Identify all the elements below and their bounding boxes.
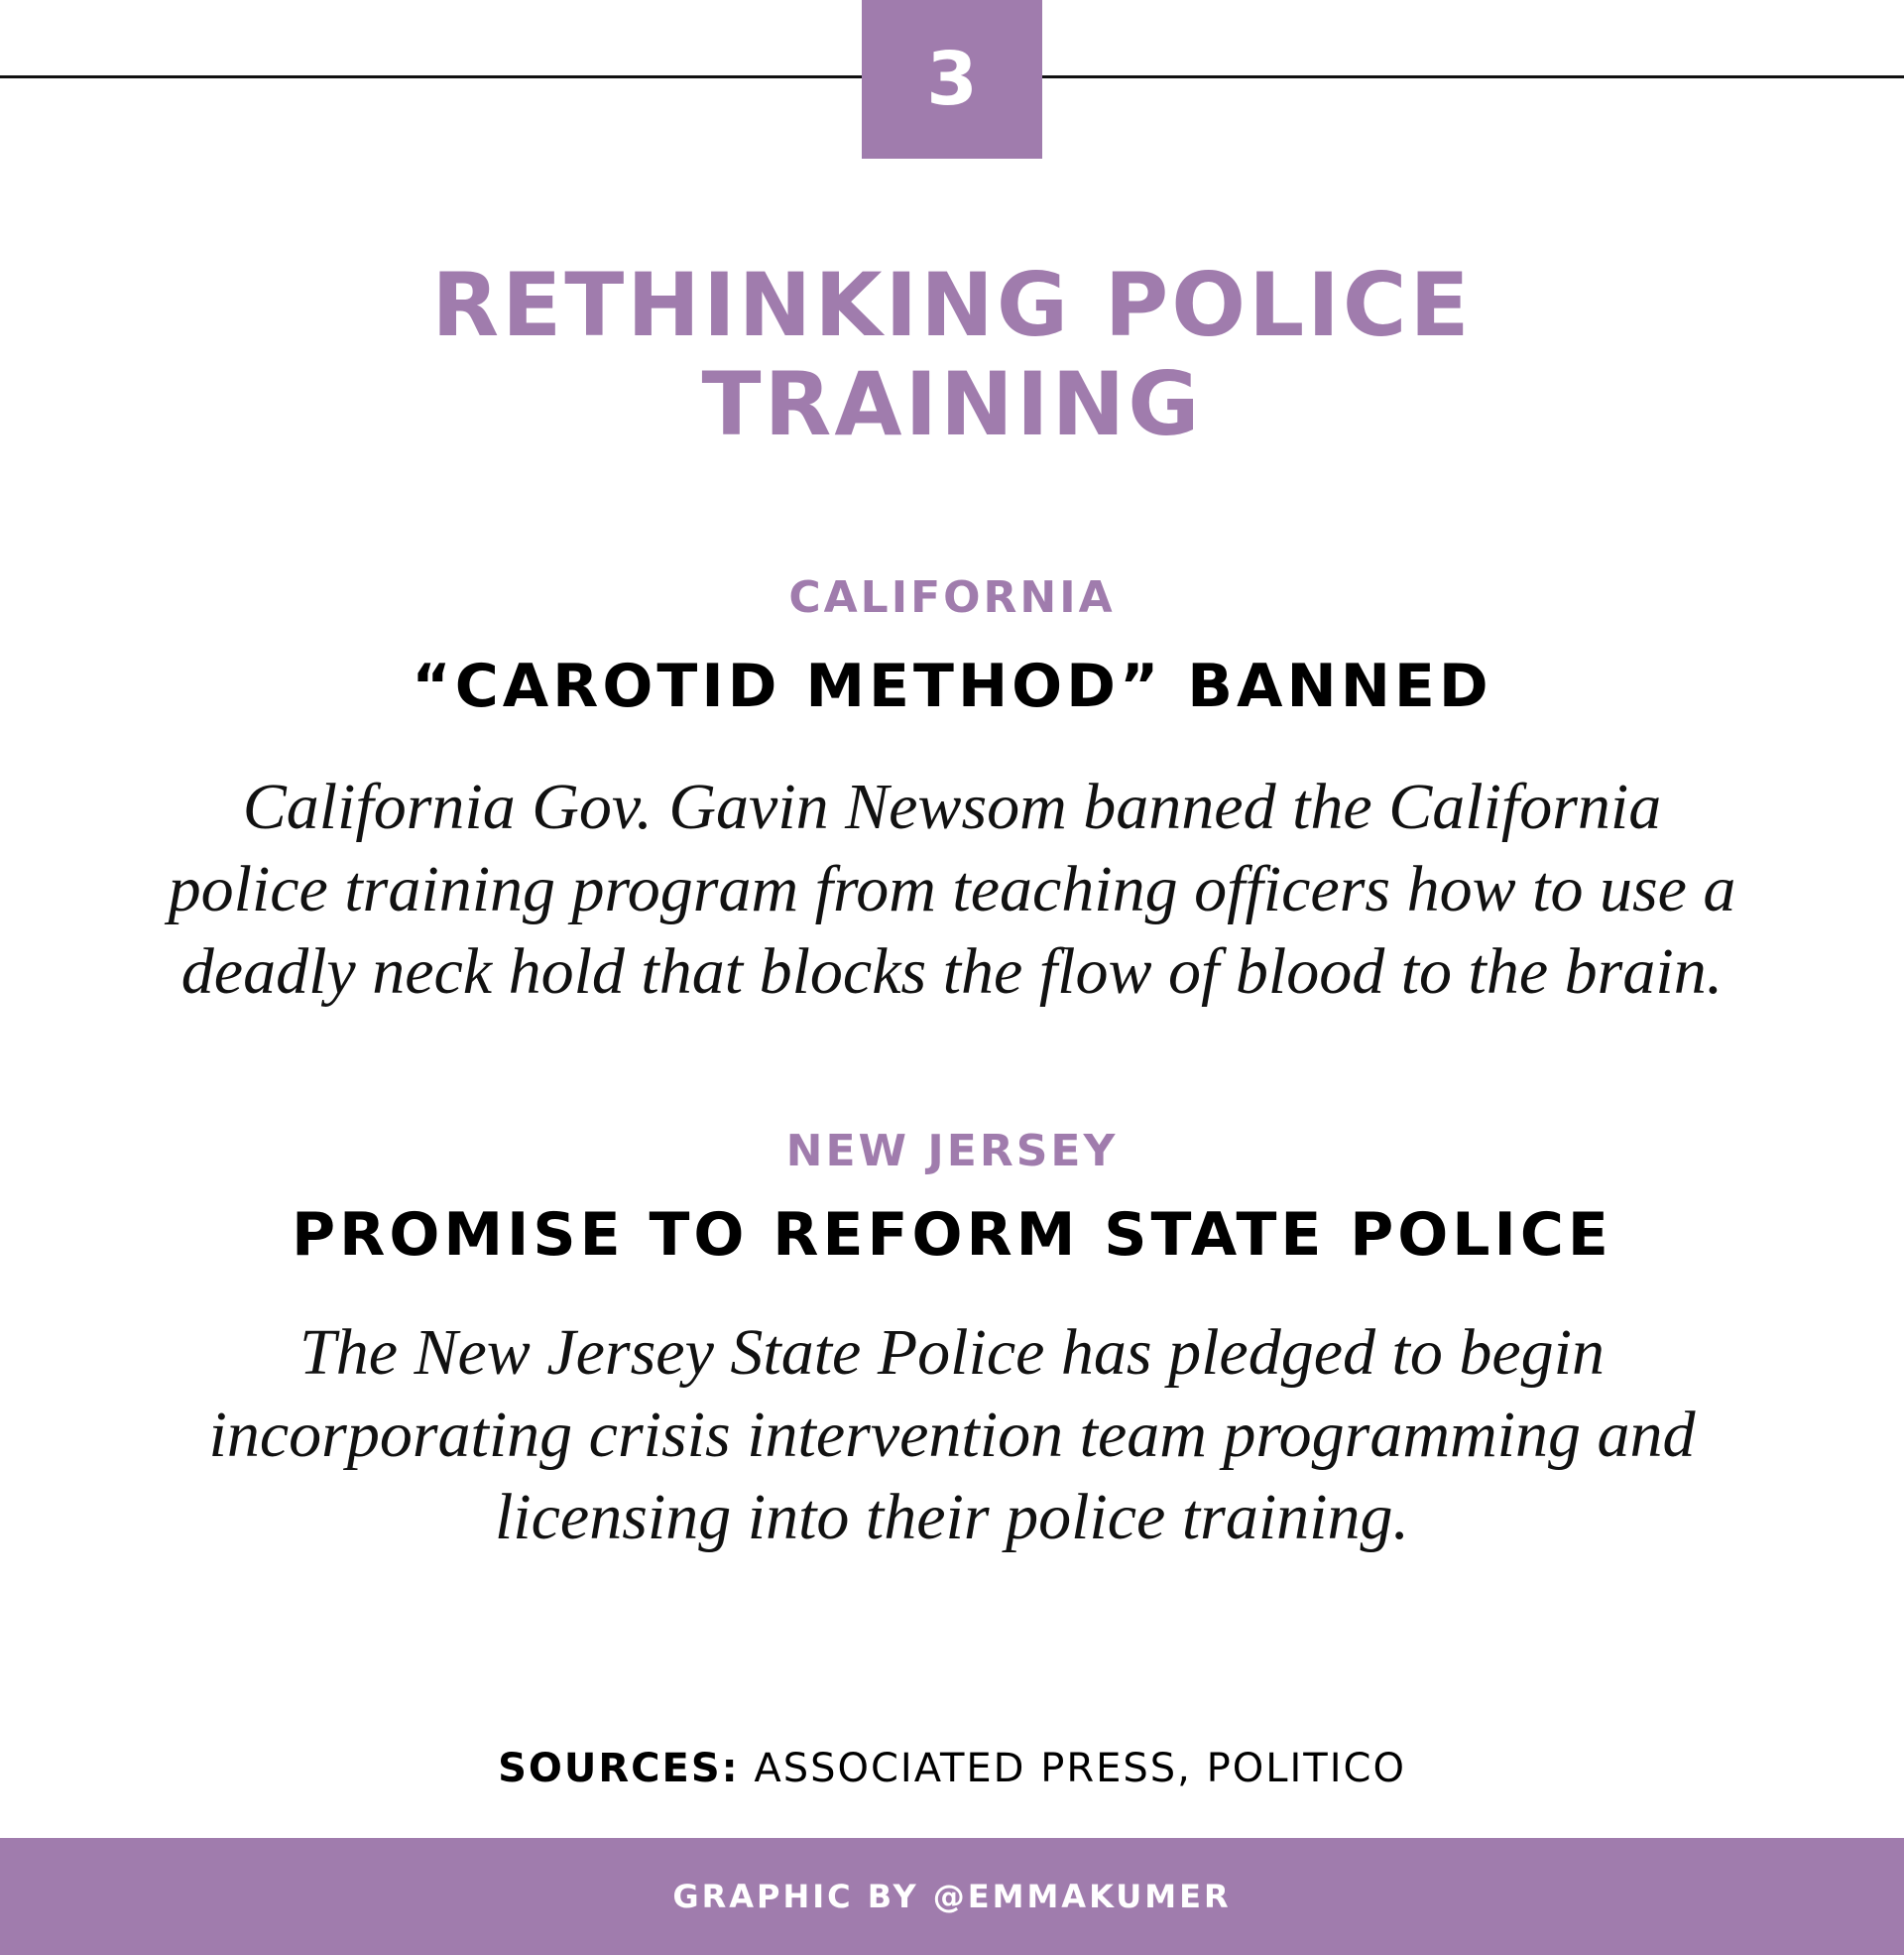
page-title-line-2: TRAINING — [701, 353, 1203, 455]
footer-bar — [0, 1838, 1904, 1955]
section-region-california: CALIFORNIA — [788, 572, 1116, 623]
step-number-badge — [862, 0, 1042, 159]
section-body-california: California Gov. Gavin Newsom banned the California police training program from teaching officers how to use a deadly neck hold that blocks the flow of blood to the brain. — [168, 771, 1736, 1008]
sources-line — [0, 1744, 1904, 1793]
step-number: 3 — [926, 37, 978, 122]
sources-label: SOURCES: — [498, 1746, 740, 1791]
section-headline-new-jersey: PROMISE TO REFORM STATE POLICE — [292, 1200, 1612, 1270]
section-region-new-jersey: NEW JERSEY — [785, 1126, 1119, 1176]
sources-text: ASSOCIATED PRESS, POLITICO — [754, 1746, 1406, 1791]
footer-credit: GRAPHIC BY @EMMAKUMER — [672, 1878, 1232, 1915]
section-headline-california: “CAROTID METHOD” BANNED — [412, 652, 1492, 721]
page-title-line-1: RETHINKING POLICE — [431, 254, 1473, 356]
page-title — [0, 256, 1904, 454]
section-body-new-jersey: The New Jersey State Police has pledged to begin incorporating crisis intervention team programming and licensing into their police training. — [208, 1316, 1696, 1553]
